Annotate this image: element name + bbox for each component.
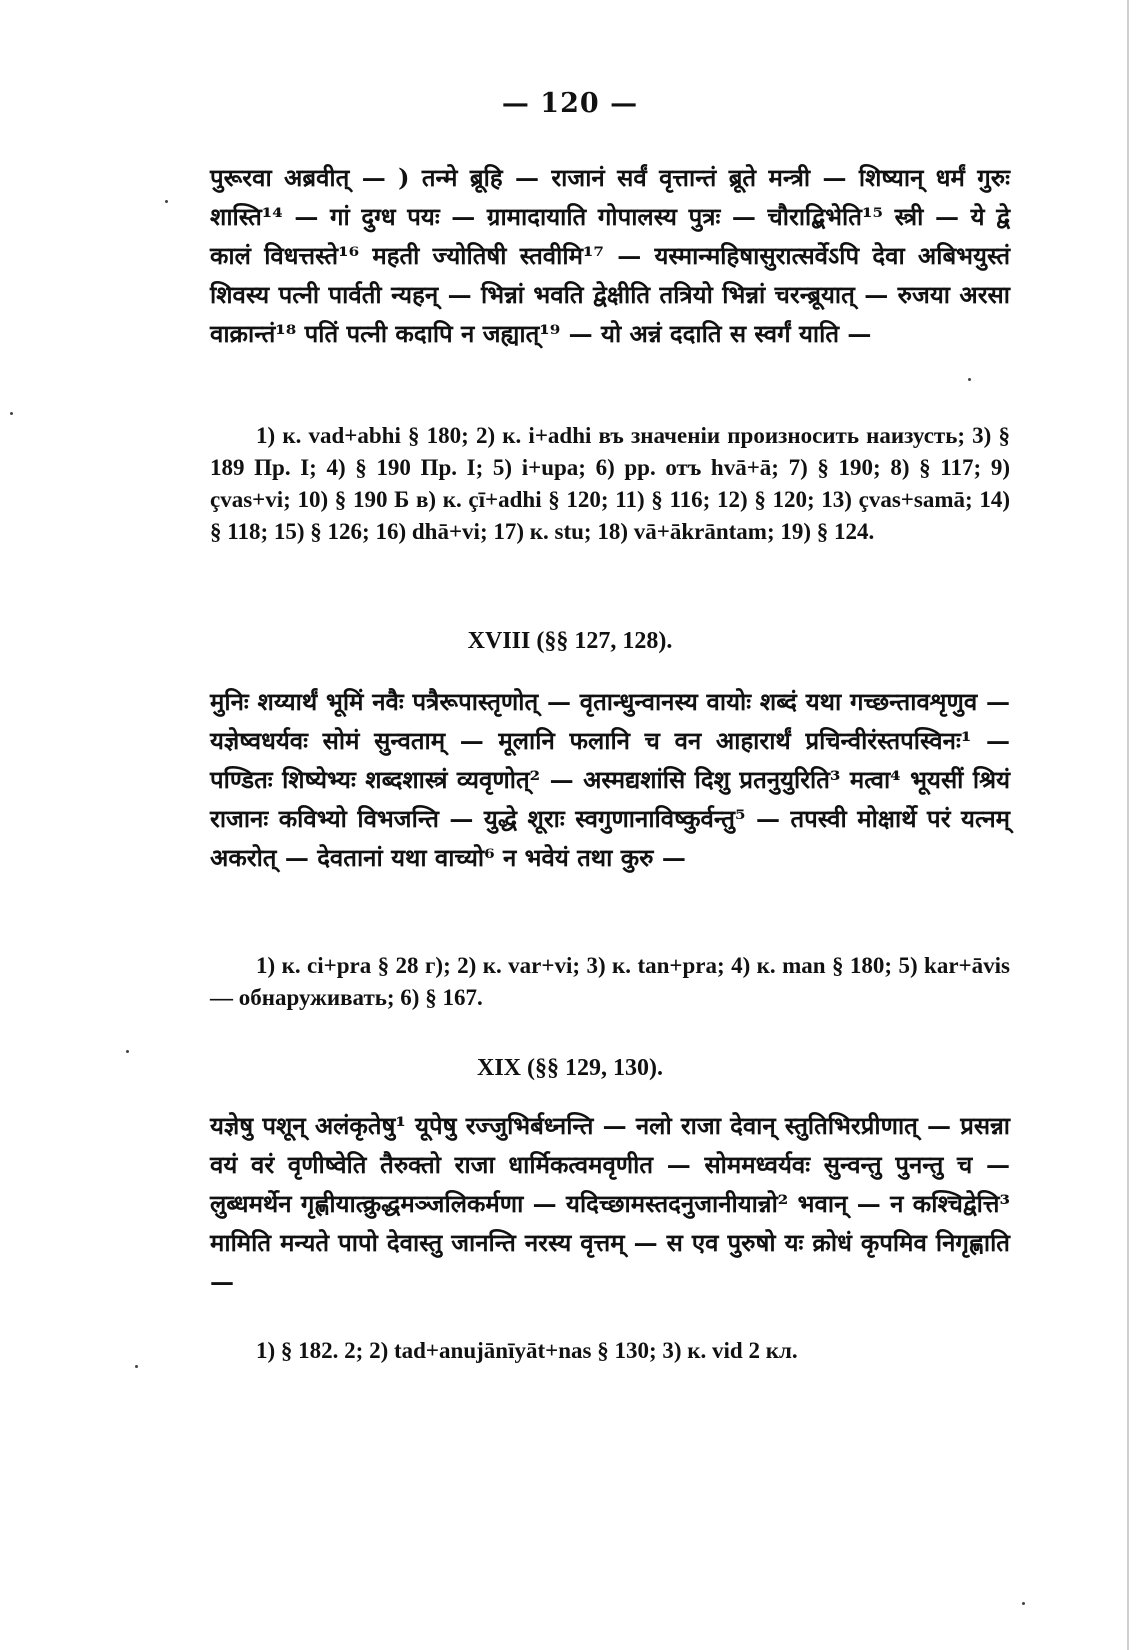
notes-text: 1) к. ci+pra § 28 г); 2) к. var+vi; 3) к. tan+pra; 4) к. man § 180; 5) kar+āvis — обнаруживать; 6) § 167. — [210, 953, 1010, 1010]
scan-speck — [10, 412, 13, 415]
scan-speck — [968, 378, 971, 381]
exercise-xviii-notes — [210, 950, 1010, 1014]
exercise-xvii-text: पुरूरवा अब्रवीत् — ) तन्मे ब्रूहि — राजानं सर्वं वृत्तान्तं ब्रूते मन्त्री — शिष्यान् धर्मं गुरुः शास्ति¹⁴ — गां दुग्ध पयः — ग्रामादायाति गोपालस्य पुत्रः — चौराद्बिभेति¹⁵ स्त्री — ये द्वे कालं विधत्तस्ते¹⁶ महती ज्योतिषी स्तवीमि¹⁷ — यस्मान्महिषासुरात्सर्वेऽपि देवा अबिभयुस्तं शिवस्य पत्नी पार्वती न्यहन् — भिन्नां भवति द्वेक्षीति तत्रियो भिन्नां चरन्ब्रूयात् — रुजया अरसा वाक्रान्तं¹⁸ पतिं पत्नी कदापि न जह्यात्¹⁹ — यो अन्नं ददाति स स्वर्गं याति — — [210, 163, 1010, 348]
scan-edge-line — [1127, 0, 1129, 1650]
page-number: — 120 — — [501, 88, 639, 119]
section-heading-xviii: XVIII (§§ 127, 128). — [467, 628, 673, 654]
notes-text: 1) § 182. 2; 2) tad+anujānīyāt+nas § 130; 3) к. vid 2 кл. — [256, 1338, 798, 1363]
section-heading-xix: XIX (§§ 129, 130). — [477, 1055, 663, 1081]
scan-speck — [1022, 1602, 1025, 1605]
exercise-xvii-notes — [210, 420, 1010, 548]
notes-text: 1) к. vad+abhi § 180; 2) к. i+adhi въ значеніи произносить наизусть; 3) § 189 Пр. I; 4) § 190 Пр. I; 5) i+upa; 6) pp. отъ hvā+ā; 7) § 190; 8) § 117; 9) çvas+vi; 10) § 190 Б в) к. çī+adhi § 120; 11) § 116; 12) § 120; 13) çvas+samā; 14) § 118; 15) § 126; 16) dhā+vi; 17) к. stu; 18) vā+ākrāntam; 19) § 124. — [210, 423, 1010, 544]
exercise-xviii-text: मुनिः शय्यार्थं भूमिं नवैः पत्रैरूपास्तृणोत् — वृतान्धुन्वानस्य वायोः शब्दं यथा गच्छन्तावशृणुव — यज्ञेष्वधर्यवः सोमं सुन्वताम् — मूलानि फलानि च वन आहारार्थं प्रचिन्वीरंस्तपस्विनः¹ — पण्डितः शिष्येभ्यः शब्दशास्त्रं व्यवृणोत्² — अस्मद्यशांसि दिशु प्रतनुयुरिति³ मत्वा⁴ भूयसीं श्रियं राजानः कविभ्यो विभजन्ति — युद्धे शूराः स्वगुणानाविष्कुर्वन्तु⁵ — तपस्वी मोक्षार्थे परं यत्नम् अकरोत् — देवतानां यथा वाच्यो⁶ न भवेयं तथा कुरु — — [210, 687, 1010, 872]
exercise-xix-text: यज्ञेषु पशून् अलंकृतेषु¹ यूपेषु रज्जुभिर्बध्नन्ति — नलो राजा देवान् स्तुतिभिरप्रीणात् — प्रसन्ना वयं वरं वृणीष्वेति तैरुक्तो राजा धार्मिकत्वमवृणीत — सोममध्वर्यवः सुन्वन्तु पुनन्तु च — लुब्धमर्थेन गृह्णीयात्क्रुद्धमञ्जलिकर्मणा — यदिच्छामस्तदनुजानीयान्नो² भवान् — न कश्चिद्वेत्ति³ मामिति मन्यते पापो देवास्तु जानन्ति नरस्य वृत्तम् — स एव पुरुषो यः क्रोधं कृपमिव निगृह्णाति — — [210, 1111, 1010, 1296]
exercise-xix-notes — [210, 1335, 1010, 1367]
scan-speck — [165, 200, 168, 203]
scan-speck — [126, 1050, 129, 1053]
scan-speck — [135, 1365, 138, 1368]
